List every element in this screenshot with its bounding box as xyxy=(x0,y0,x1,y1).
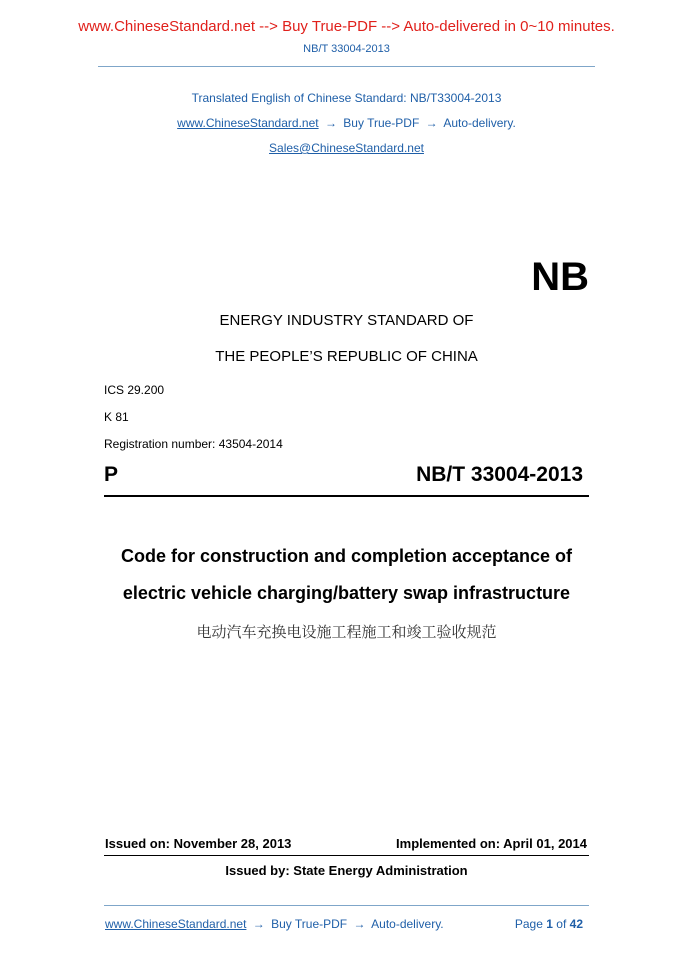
footer-buy-text: Buy True-PDF xyxy=(271,917,348,931)
buy-true-pdf-text: Buy True-PDF xyxy=(343,116,420,130)
footer-site-link[interactable]: www.ChineseStandard.net xyxy=(105,917,247,931)
header-divider xyxy=(98,66,595,67)
p-classification: P xyxy=(104,463,119,486)
page-of: of xyxy=(556,917,567,931)
translation-notice: Translated English of Chinese Standard: NB/T33004-2013 xyxy=(191,91,502,105)
footer-divider xyxy=(104,905,589,906)
ics-code: ICS 29.200 xyxy=(104,383,165,397)
footer-delivery-text: Auto-delivery. xyxy=(371,917,444,931)
site-link[interactable]: www.ChineseStandard.net xyxy=(177,116,319,130)
auto-delivery-text: Auto-delivery. xyxy=(443,116,516,130)
standard-number: NB/T 33004-2013 xyxy=(416,463,583,486)
issued-on-date: Issued on: November 28, 2013 xyxy=(105,836,292,851)
org-line-1: ENERGY INDUSTRY STANDARD OF xyxy=(219,312,474,329)
email-line xyxy=(0,141,693,155)
implemented-on-date: Implemented on: April 01, 2014 xyxy=(396,836,587,851)
k-code: K 81 xyxy=(104,410,129,424)
translation-links xyxy=(0,116,693,130)
issued-by: Issued by: State Energy Administration xyxy=(225,863,468,878)
arrow-right-icon: → xyxy=(252,917,265,931)
org-line-2: THE PEOPLE’S REPUBLIC OF CHINA xyxy=(215,348,478,365)
chinese-title: 电动汽车充换电设施工程施工和竣工验收规范 xyxy=(196,623,497,641)
top-banner[interactable]: www.ChineseStandard.net --> Buy True-PDF --> Auto-delivered in 0~10 minutes. xyxy=(78,18,615,35)
title-divider xyxy=(104,495,589,497)
title-line-1: Code for construction and completion acceptance of xyxy=(120,546,573,566)
page-indicator xyxy=(515,917,583,931)
header-doc-number: NB/T 33004-2013 xyxy=(303,43,390,55)
arrow-right-icon: → xyxy=(425,116,438,130)
footer-links xyxy=(105,917,444,931)
page-total: 42 xyxy=(569,917,583,931)
page-label: Page xyxy=(514,917,543,931)
nb-logo: NB xyxy=(531,255,589,299)
arrow-right-icon: → xyxy=(353,917,366,931)
title-line-2: electric vehicle charging/battery swap infrastructure xyxy=(122,583,571,603)
dates-divider xyxy=(104,855,589,856)
registration-number: Registration number: 43504-2014 xyxy=(104,437,283,451)
arrow-right-icon: → xyxy=(324,116,337,130)
page-current: 1 xyxy=(546,917,553,931)
sales-email-link[interactable]: Sales@ChineseStandard.net xyxy=(269,141,424,155)
